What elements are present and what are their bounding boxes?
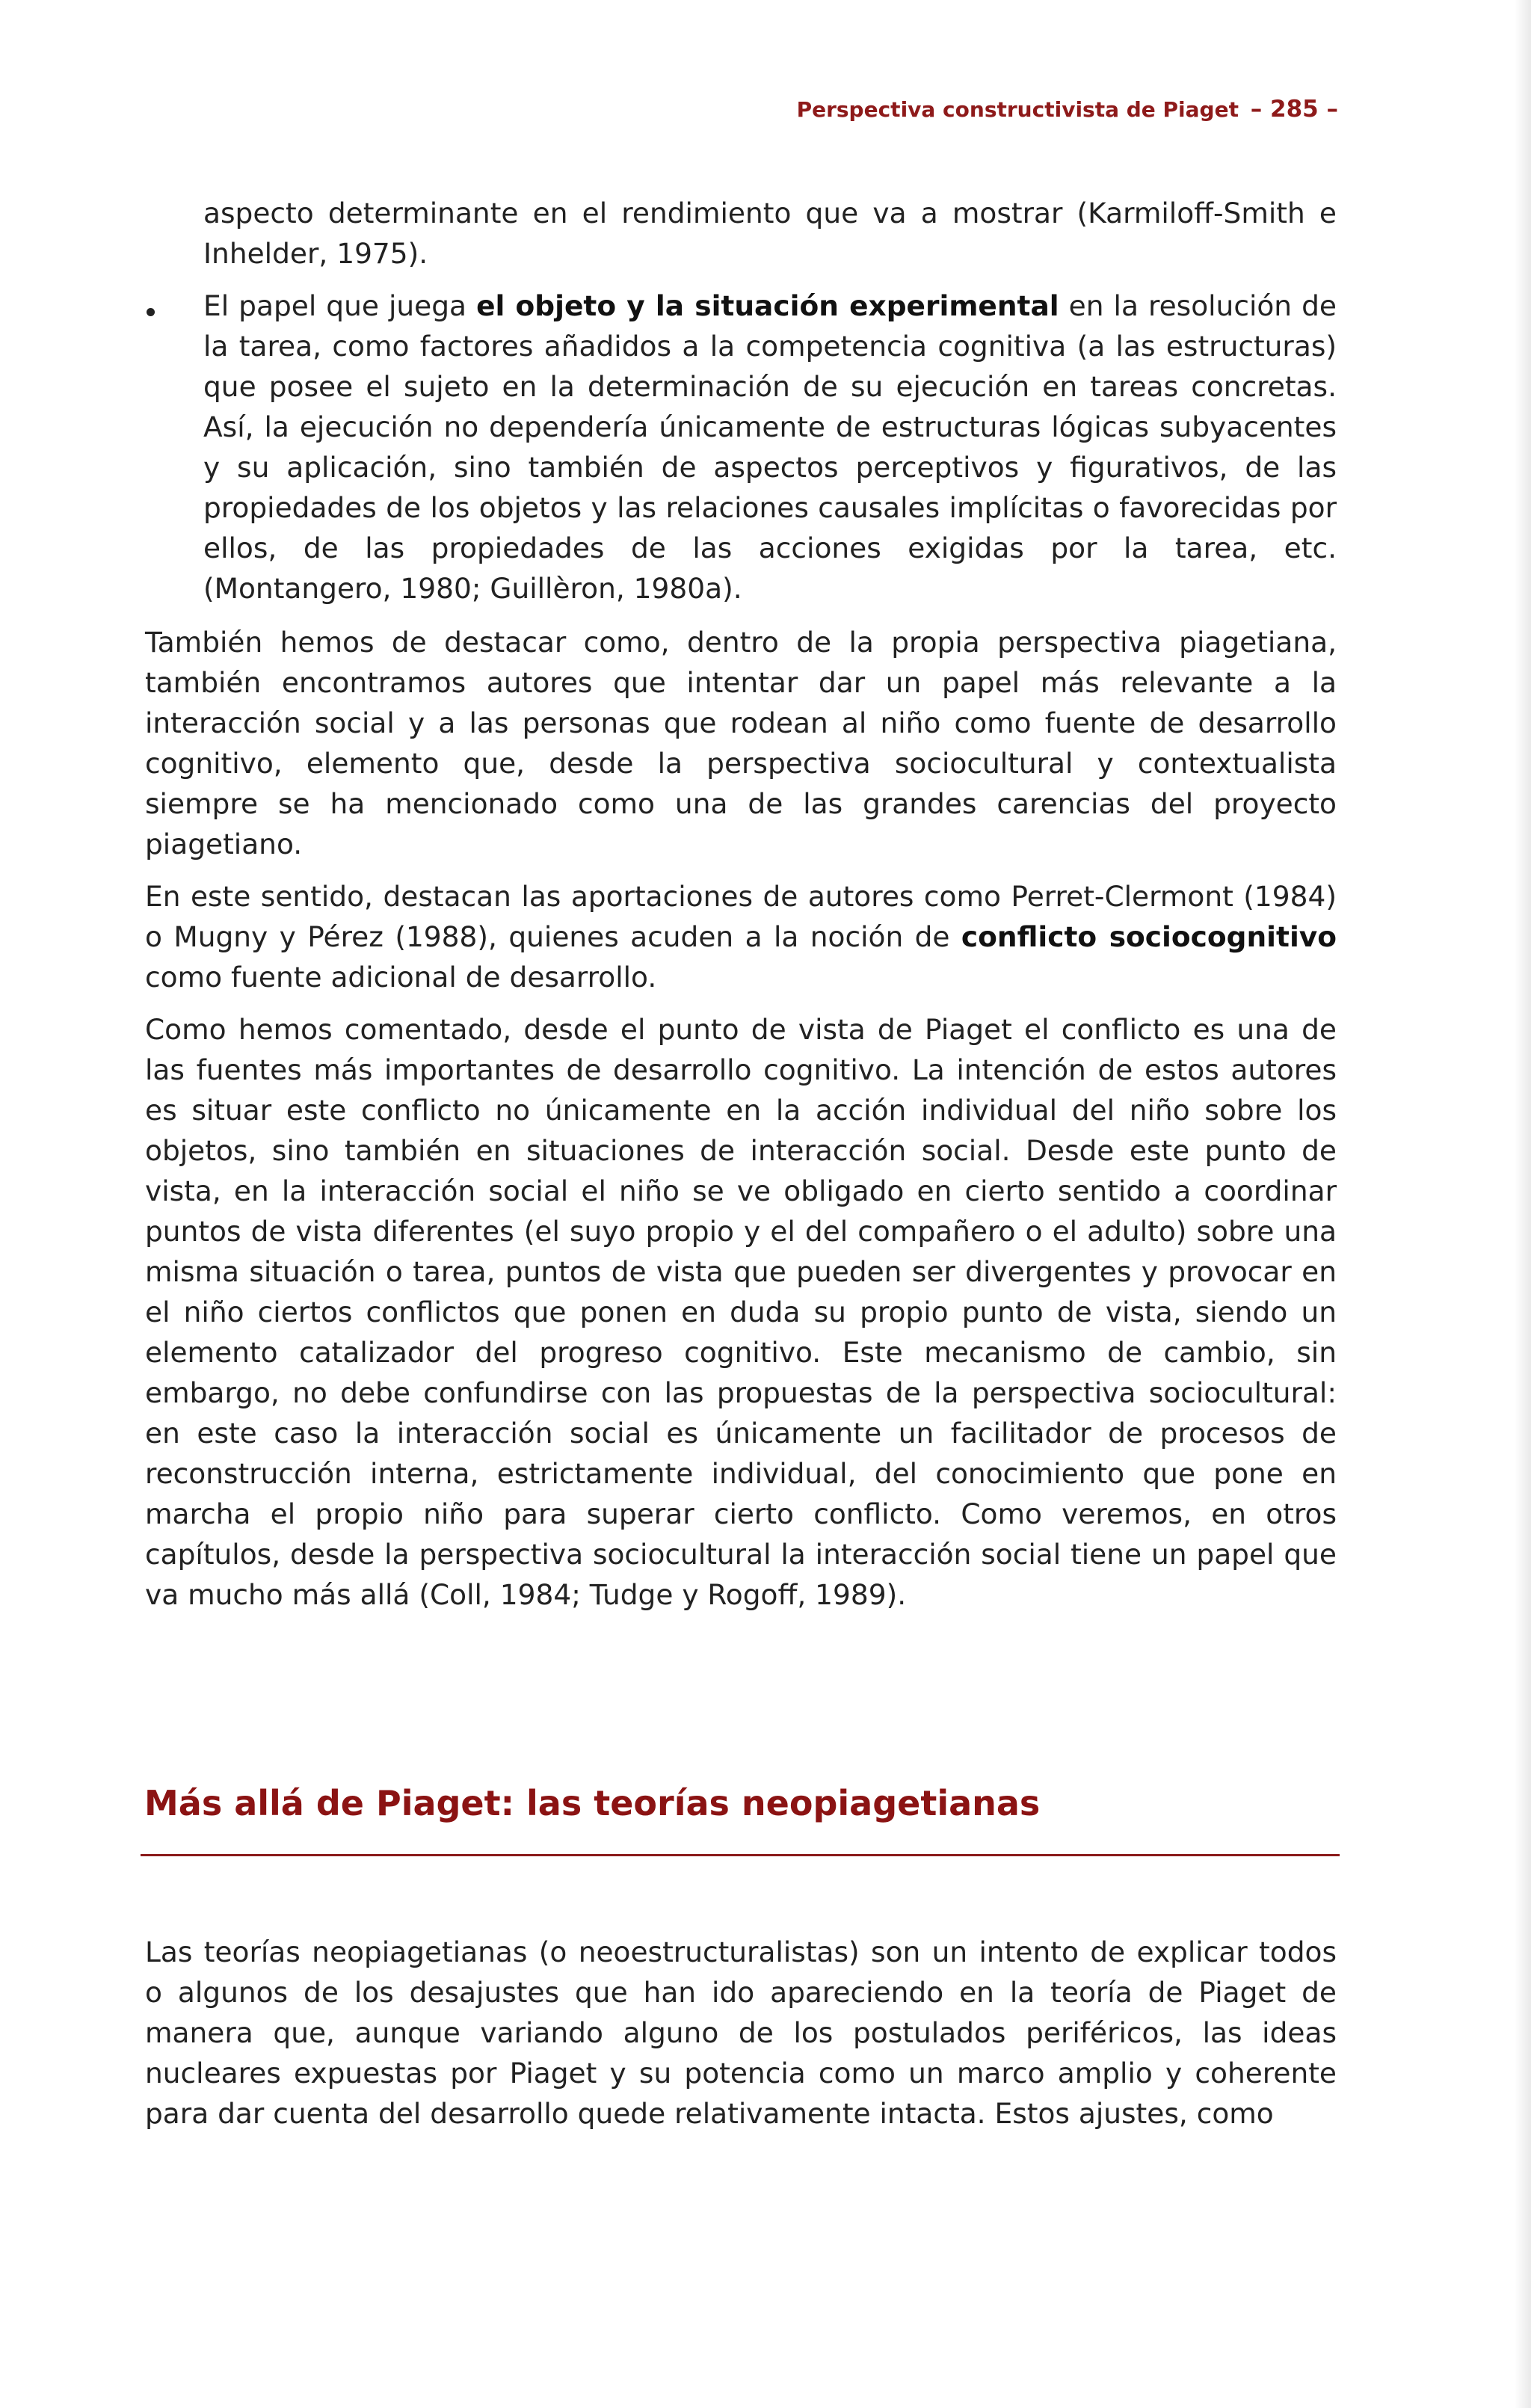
bullet-list-item bbox=[203, 286, 1337, 609]
paragraph-2-emphasis: conflicto sociocognitivo bbox=[961, 920, 1337, 953]
section-heading: Más allá de Piaget: las teorías neopiagetianas bbox=[144, 1783, 1041, 1823]
paragraph-conflicto-fuentes: Como hemos comentado, desde el punto de vista de Piaget el conflicto es una de las fuentes más importantes de desarrollo cognitivo. La intención de estos autores es situar este conflicto no únicamente en la acción individual del niño sobre los objetos, sino también en situaciones de interacción social. Desde este punto de vista, en la interacción social el niño se ve obligado en cierto sentido a coordinar puntos de vista diferentes (el suyo propio y el del compañero o el adulto) sobre una misma situación o tarea, puntos de vista que pueden ser divergentes y provocar en el niño ciertos conflictos que ponen en duda su propio punto de vista, siendo un elemento catalizador del progreso cognitivo. Este mecanismo de cambio, sin embargo, no debe confundirse con las propuestas de la perspectiva sociocultural: en este caso la interacción social es únicamente un facilitador de procesos de reconstrucción interna, estrictamente individual, del conocimiento que pone en marcha el propio niño para superar cierto conflicto. Como veremos, en otros capítulos, desde la perspectiva sociocultural la interacción social tiene un papel que va mucho más allá (Coll, 1984; Tudge y Rogoff, 1989). bbox=[145, 1013, 1337, 1611]
paragraph-2-text-end: como fuente adicional de desarrollo. bbox=[145, 961, 657, 994]
paragraph-2-text-start: En este sentido, destacan las aportaciones de autores como Perret-Clermont (1984) o Mugny y Pérez (1988), quienes acuden a la noción de bbox=[145, 880, 1337, 953]
bullet-text-end: en la resolución de la tarea, como factores añadidos a la competencia cognitiva (a las estructuras) que posee el sujeto en la determinación de su ejecución en tareas concretas. Así, la ejecución no dependería únicamente de estructuras lógicas subyacentes y su aplicación, sino también de aspectos perceptivos y figurativos, de las propiedades de los objetos y las relaciones causales implícitas o favorecidas por ellos, de las propiedades de las acciones exigidas por la tarea, etc. (Montangero, 1980; Guillèron, 1980a). bbox=[203, 289, 1337, 605]
paragraph-interaccion-social: También hemos de destacar como, dentro de la propia perspectiva piagetiana, también encontramos autores que intentar dar un papel más relevante a la interacción social y a las personas que rodean al niño como fuente de desarrollo cognitivo, elemento que, desde la perspectiva sociocultural y contextualista siempre se ha mencionado como una de las grandes carencias del proyecto piagetiano. bbox=[145, 626, 1337, 860]
page-number: – 285 – bbox=[1250, 96, 1338, 123]
paragraph-conflicto-sociocognitivo bbox=[145, 876, 1337, 997]
bullet-icon bbox=[144, 293, 158, 308]
section-divider bbox=[141, 1854, 1340, 1856]
paragraph-teorias-neopiagetianas: Las teorías neopiagetianas (o neoestructuralistas) son un intento de explicar todos o algunos de los desajustes que han ido apareciendo en la teoría de Piaget de manera que, aunque variando alguno de los postulados periféricos, las ideas nucleares expuestas por Piaget y su potencia como un marco amplio y coherente para dar cuenta del desarrollo quede relativamente intacta. Estos ajustes, como bbox=[145, 1936, 1337, 2130]
running-header bbox=[785, 94, 1338, 125]
continuation-paragraph: aspecto determinante en el rendimiento que va a mostrar (Karmiloff-Smith e Inhelder, 1975). bbox=[203, 197, 1337, 270]
bullet-text-start: El papel que juega bbox=[203, 289, 477, 322]
running-title: Perspectiva constructivista de Piaget bbox=[796, 97, 1239, 122]
page-edge-shadow bbox=[1515, 0, 1531, 2408]
bullet-emphasis: el objeto y la situación experimental bbox=[476, 289, 1059, 322]
